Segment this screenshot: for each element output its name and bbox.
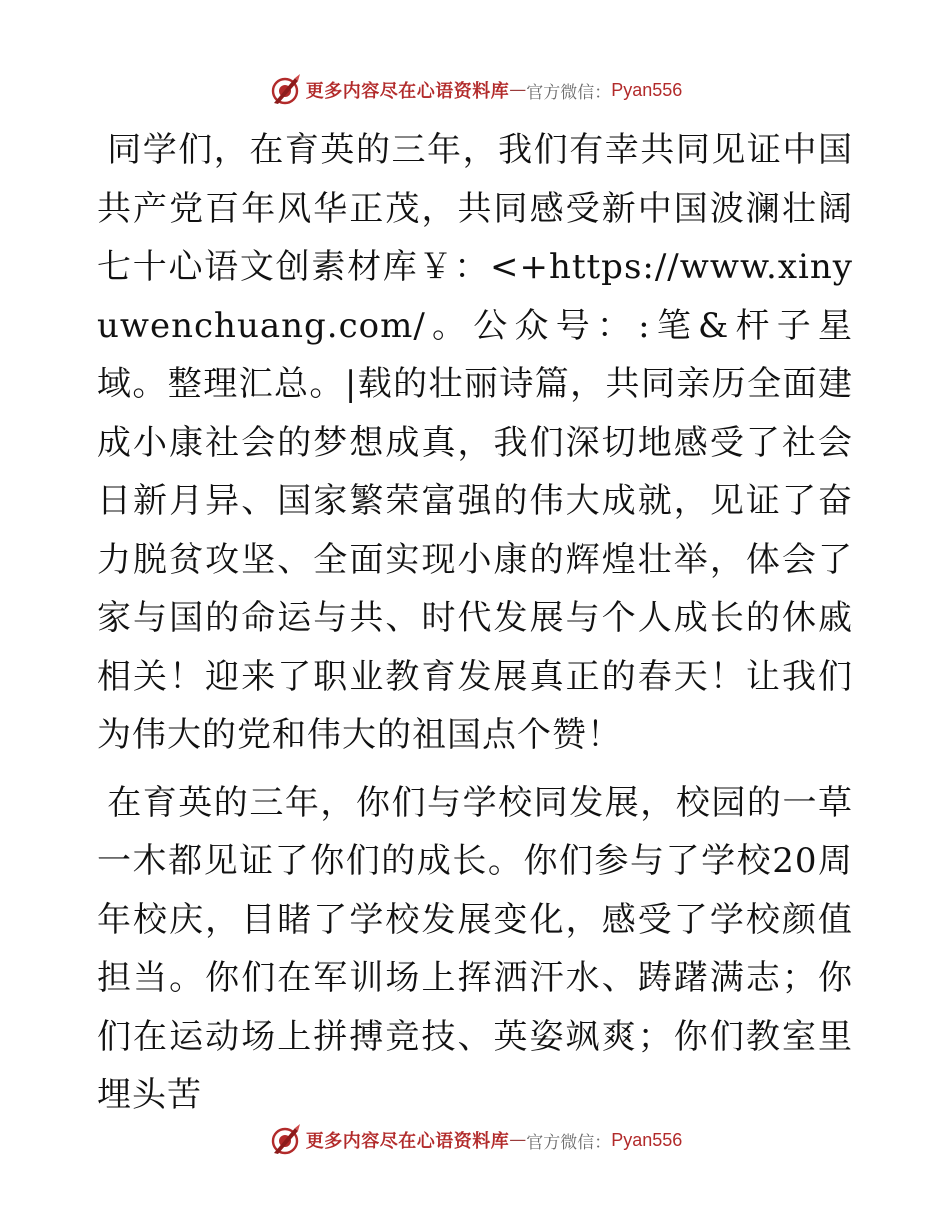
quill-pen-logo-icon	[268, 1123, 302, 1157]
banner-wechat-id: Pyan556	[611, 1129, 683, 1150]
banner-title: 更多内容尽在心语资料库	[305, 1131, 510, 1152]
banner-wechat-label: 官方微信：	[526, 1132, 612, 1153]
banner-wechat-label: 官方微信：	[526, 82, 612, 103]
quill-pen-logo-icon	[268, 73, 302, 107]
paragraph: 同学们，在育英的三年，我们有幸共同见证中国共产党百年风华正茂，共同感受新中国波澜壮阔七十心语文创素材库￥：<+https://www.xinyuwenchuang.com/。公众号：:笔&杆子星域。整理汇总。|载的壮丽诗篇，共同亲历全面建成小康社会的梦想成真，我们深切地感受了社会日新月异、国家繁荣富强的伟大成就，见证了奋力脱贫攻坚、全面实现小康的辉煌壮举，体会了家与国的命运与共、时代发展与个人成长的休戚相关！迎来了职业教育发展真正的春天！让我们为伟大的党和伟大的祖国点个赞！	[97, 130, 853, 755]
banner-separator: —	[509, 1130, 527, 1150]
banner-title: 更多内容尽在心语资料库	[305, 81, 510, 102]
banner-wechat-id: Pyan556	[611, 79, 683, 100]
banner-separator: —	[509, 80, 527, 100]
footer-banner	[0, 1120, 950, 1160]
header-banner	[0, 70, 950, 110]
document-body	[97, 121, 853, 1125]
paragraph: 在育英的三年，你们与学校同发展，校园的一草一木都见证了你们的成长。你们参与了学校20周年校庆，目睹了学校发展变化，感受了学校颜值担当。你们在军训场上挥洒汗水、踌躇满志；你们在运动场上拼搏竞技、英姿飒爽；你们教室里埋头苦	[97, 782, 853, 1115]
